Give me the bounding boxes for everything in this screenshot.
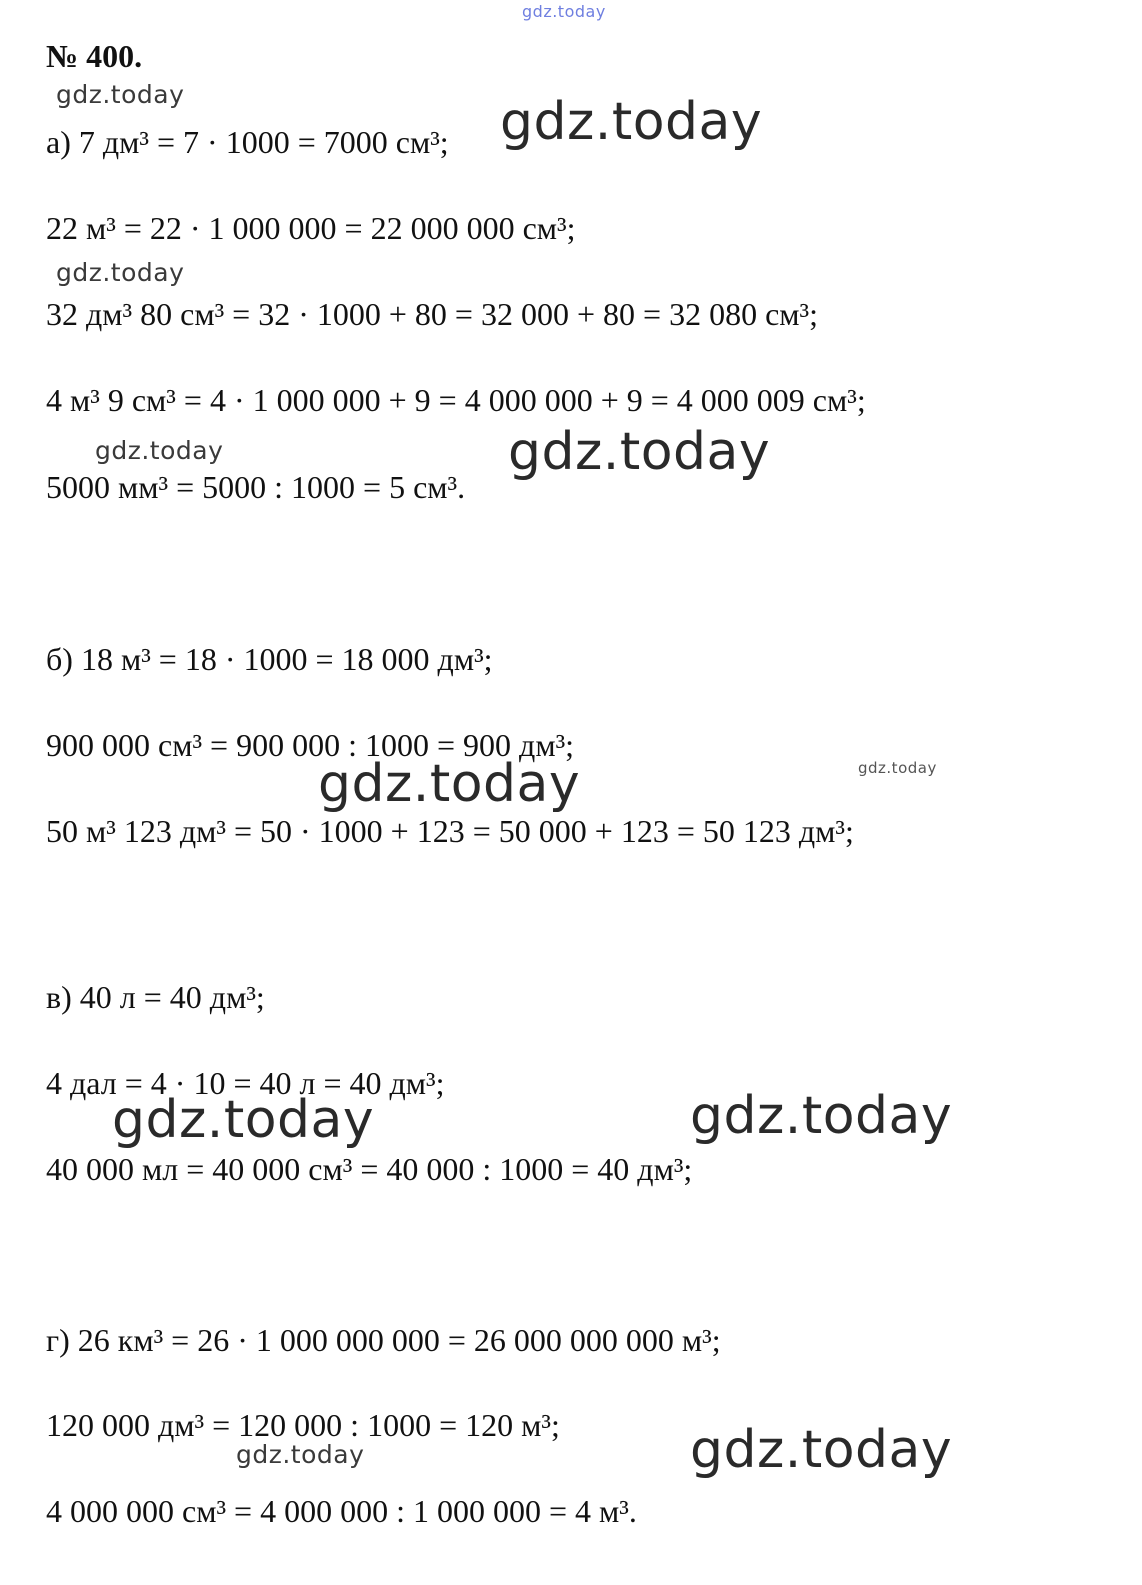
solution-line-b-2: 900 000 см³ = 900 000 : 1000 = 900 дм³; [46,727,575,763]
solution-line-v-3: 40 000 мл = 40 000 см³ = 40 000 : 1000 = 40 дм³; [46,1151,693,1187]
solution-line-b-1: б) 18 м³ = 18 · 1000 = 18 000 дм³; [46,641,493,677]
watermark-8: gdz.today [112,1090,375,1150]
solution-line-a-2: 22 м³ = 22 · 1 000 000 = 22 000 000 см³; [46,210,576,246]
watermark-top: gdz.today [522,2,606,21]
watermark-6: gdz.today [858,759,937,777]
solution-line-v-1: в) 40 л = 40 дм³; [46,979,265,1015]
solution-line-g-1: г) 26 км³ = 26 · 1 000 000 000 = 26 000 000 000 м³; [46,1322,721,1358]
watermark-2: gdz.today [500,92,763,152]
solution-line-g-3: 4 000 000 см³ = 4 000 000 : 1 000 000 = 4 м³. [46,1493,637,1529]
watermark-7: gdz.today [318,754,581,814]
solution-line-a-5: 5000 мм³ = 5000 : 1000 = 5 см³. [46,469,466,505]
watermark-3: gdz.today [56,258,185,287]
solution-line-b-3: 50 м³ 123 дм³ = 50 · 1000 + 123 = 50 000 + 123 = 50 123 дм³; [46,813,854,849]
solution-line-a-4: 4 м³ 9 см³ = 4 · 1 000 000 + 9 = 4 000 000 + 9 = 4 000 009 см³; [46,382,866,418]
watermark-1: gdz.today [56,80,185,109]
solution-line-v-2: 4 дал = 4 · 10 = 40 л = 40 дм³; [46,1065,445,1101]
problem-number: № 400. [46,38,143,74]
watermark-10: gdz.today [236,1440,365,1469]
solution-line-g-2: 120 000 дм³ = 120 000 : 1000 = 120 м³; [46,1407,560,1443]
watermark-5: gdz.today [508,422,771,482]
watermark-11: gdz.today [690,1420,953,1480]
solution-line-a-3: 32 дм³ 80 см³ = 32 · 1000 + 80 = 32 000 + 80 = 32 080 см³; [46,296,818,332]
solution-line-a-1: а) 7 дм³ = 7 · 1000 = 7000 см³; [46,124,449,160]
watermark-9: gdz.today [690,1086,953,1146]
watermark-4: gdz.today [95,436,224,465]
